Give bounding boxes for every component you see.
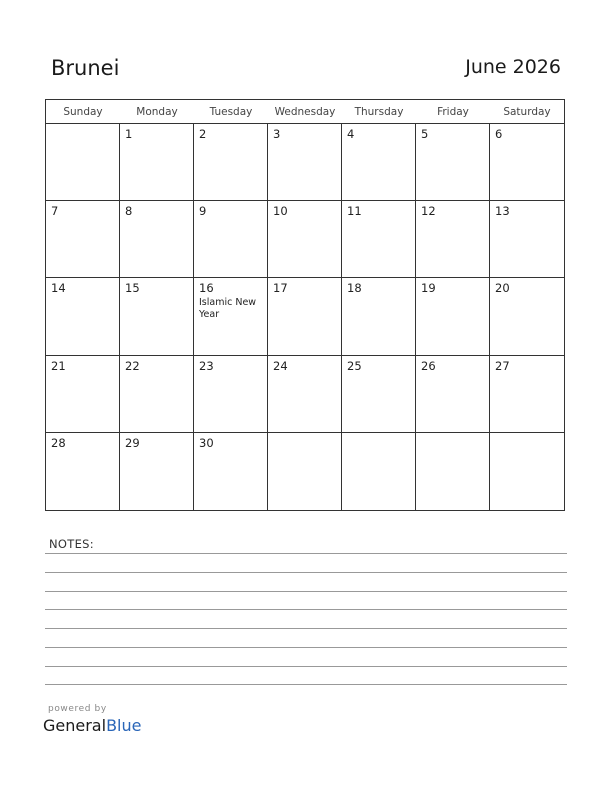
day-cell (268, 278, 342, 355)
day-number: 18 (347, 281, 362, 296)
day-number: 30 (199, 435, 214, 450)
day-cell (342, 124, 416, 201)
weekday-header-saturday: Saturday (490, 100, 564, 124)
note-line (45, 647, 567, 648)
brand-general-text: General (43, 716, 107, 735)
day-number: 12 (421, 204, 436, 219)
day-cell (194, 356, 268, 433)
note-line (45, 591, 567, 592)
day-cell (342, 201, 416, 278)
day-cell (120, 356, 194, 433)
day-cell (342, 278, 416, 355)
day-number: 27 (495, 358, 510, 373)
country-title: Brunei (51, 56, 120, 80)
day-cell (120, 278, 194, 355)
day-number: 17 (273, 281, 288, 296)
day-number: 13 (495, 204, 510, 219)
weekday-header-monday: Monday (120, 100, 194, 124)
day-cell (416, 201, 490, 278)
weekday-header-friday: Friday (416, 100, 490, 124)
day-cell (46, 356, 120, 433)
day-cell (120, 124, 194, 201)
day-cell (46, 278, 120, 355)
day-number: 9 (199, 204, 207, 219)
day-cell (120, 201, 194, 278)
calendar-grid (45, 99, 565, 511)
day-number: 26 (421, 358, 436, 373)
day-cell (46, 433, 120, 510)
day-number: 4 (347, 127, 355, 141)
day-cell (268, 433, 342, 510)
day-cell (194, 201, 268, 278)
day-number: 25 (347, 358, 362, 373)
day-number: 1 (125, 127, 133, 141)
day-cell (194, 124, 268, 201)
day-number: 28 (51, 435, 66, 450)
weekday-header-sunday: Sunday (46, 100, 120, 124)
weekday-header-thursday: Thursday (342, 100, 416, 124)
weekday-header-tuesday: Tuesday (194, 100, 268, 124)
day-cell (342, 433, 416, 510)
day-number: 8 (125, 204, 133, 219)
day-number: 21 (51, 358, 66, 373)
day-cell (268, 124, 342, 201)
day-cell (490, 278, 564, 355)
day-number: 2 (199, 127, 207, 141)
day-cell (490, 124, 564, 201)
day-number: 10 (273, 204, 288, 219)
day-cell (268, 356, 342, 433)
holiday-label: Islamic New Year (199, 297, 257, 321)
note-line (45, 666, 567, 667)
generalblue-logo (43, 716, 141, 735)
day-cell (46, 201, 120, 278)
day-number: 20 (495, 281, 510, 296)
note-line (45, 628, 567, 629)
month-year-title: June 2026 (465, 56, 561, 78)
day-cell (490, 201, 564, 278)
day-number: 24 (273, 358, 288, 373)
day-cell (194, 278, 268, 355)
day-number: 15 (125, 281, 140, 296)
day-number: 6 (495, 127, 503, 141)
day-number: 11 (347, 204, 362, 219)
day-number: 22 (125, 358, 140, 373)
day-cell (416, 124, 490, 201)
day-cell (46, 124, 120, 201)
day-number: 19 (421, 281, 436, 296)
day-cell (416, 356, 490, 433)
day-cell (120, 433, 194, 510)
notes-label: NOTES: (49, 537, 94, 551)
brand-blue-text: Blue (106, 716, 142, 735)
day-number: 14 (51, 281, 66, 296)
note-line (45, 684, 567, 685)
note-line (45, 609, 567, 610)
note-line (45, 572, 567, 573)
day-cell (268, 201, 342, 278)
powered-by-text: powered by (48, 704, 107, 714)
weekday-header-wednesday: Wednesday (268, 100, 342, 124)
day-cell (342, 356, 416, 433)
day-number: 7 (51, 204, 59, 219)
day-cell (194, 433, 268, 510)
day-number: 29 (125, 435, 140, 450)
day-cell (490, 356, 564, 433)
day-cell (416, 278, 490, 355)
day-number: 5 (421, 127, 429, 141)
note-line (45, 553, 567, 554)
day-number: 23 (199, 358, 214, 373)
day-number: 3 (273, 127, 281, 141)
day-cell (490, 433, 564, 510)
day-number: 16 (199, 281, 214, 296)
day-cell (416, 433, 490, 510)
